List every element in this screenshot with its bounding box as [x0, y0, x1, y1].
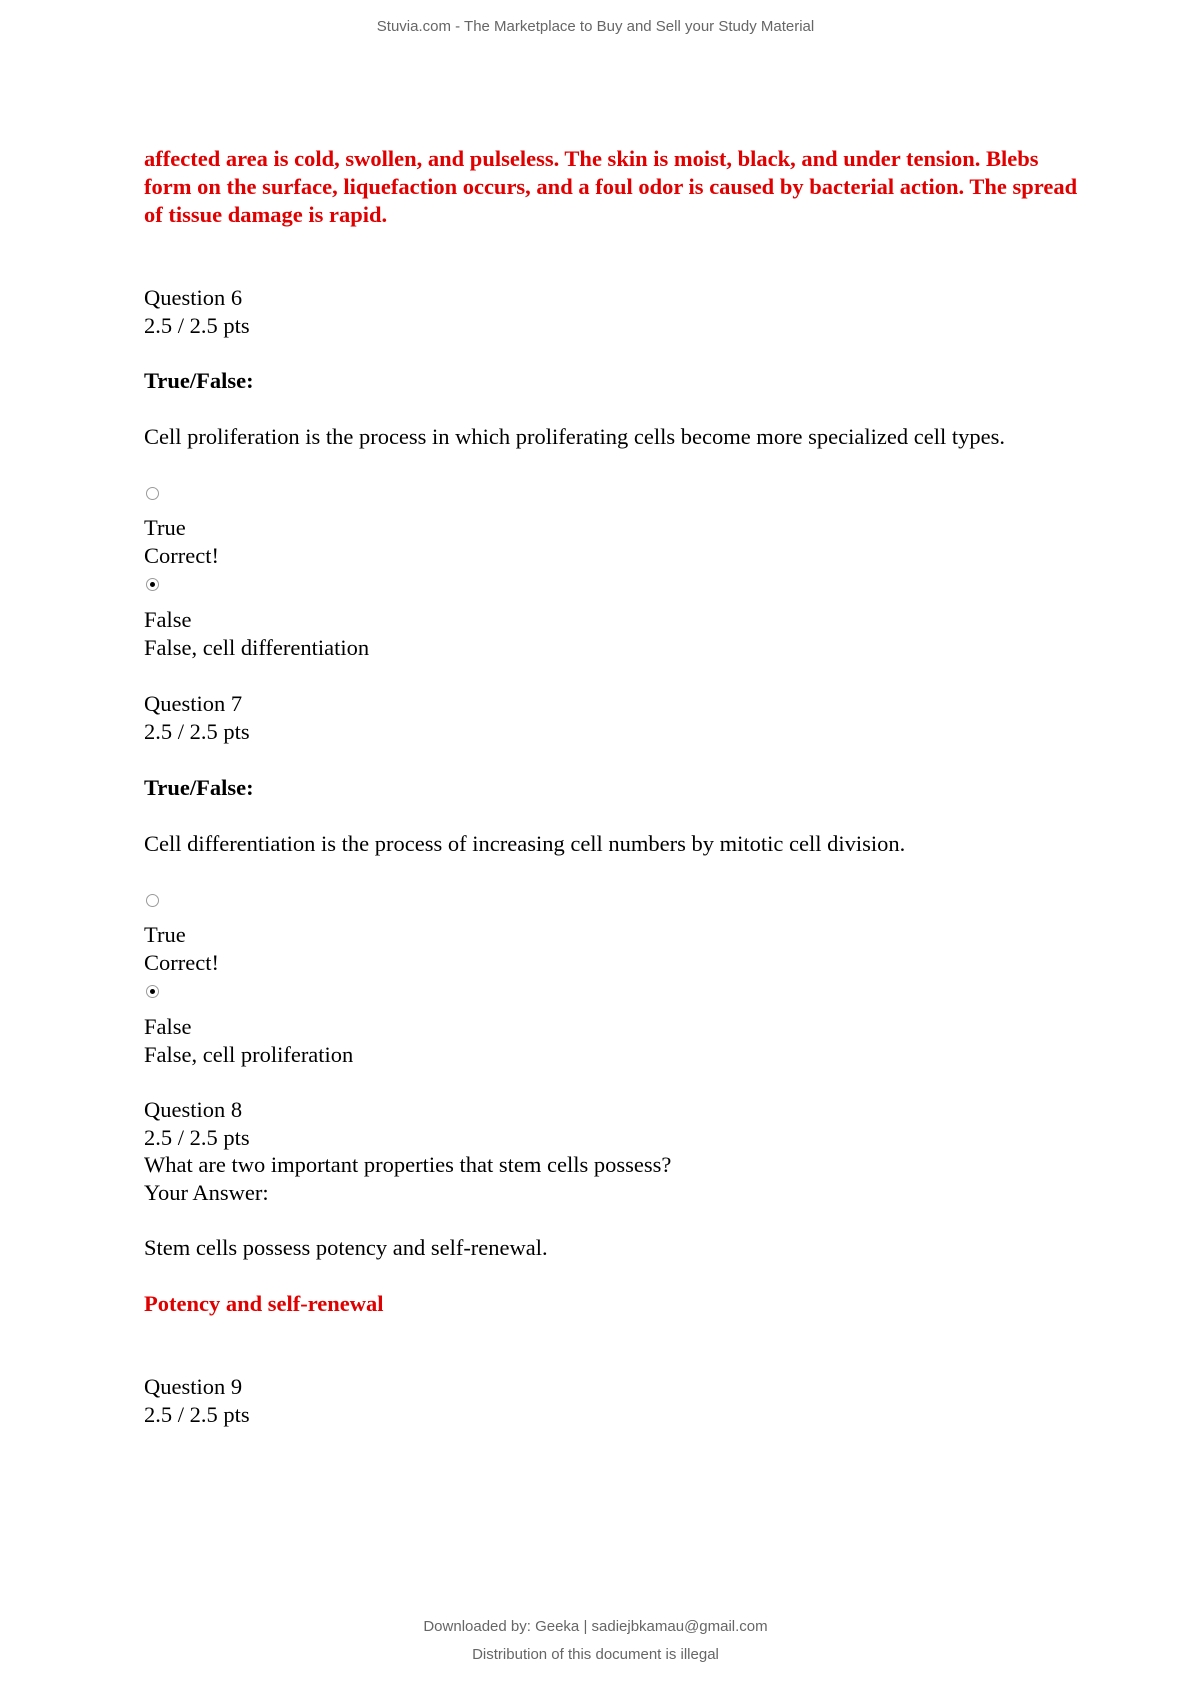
download-info: Downloaded by: Geeka | sadiejbkamau@gmail.com — [423, 1618, 768, 1635]
q6-option-true: True — [144, 515, 186, 540]
question-8-prompt: What are two important properties that stem cells possess? — [144, 1152, 672, 1177]
q6-feedback: False, cell differentiation — [144, 635, 370, 660]
q7-feedback: False, cell proliferation — [144, 1042, 354, 1067]
question-8-key-answer: Potency and self-renewal — [144, 1291, 384, 1316]
q6-radio-false[interactable] — [146, 578, 159, 591]
question-6-type: True/False: — [144, 368, 254, 393]
question-9-title: Question 9 — [144, 1374, 243, 1399]
q7-option-false: False — [144, 1014, 192, 1039]
question-8-points: 2.5 / 2.5 pts — [144, 1125, 250, 1150]
q6-radio-true[interactable] — [146, 487, 159, 500]
question-7-prompt: Cell differentiation is the process of increasing cell numbers by mitotic cell division. — [144, 831, 906, 856]
question-7-title: Question 7 — [144, 691, 243, 716]
q6-option-false: False — [144, 607, 192, 632]
question-8-answer: Stem cells possess potency and self-renewal. — [144, 1235, 548, 1260]
answer-explanation: affected area is cold, swollen, and pulseless. The skin is moist, black, and under tension. Blebs form on the surface, liquefaction occurs, and a foul odor is caused by bacterial action. The spread of tissue damage is rapid. — [144, 146, 1078, 227]
question-7-type: True/False: — [144, 775, 254, 800]
question-9-points: 2.5 / 2.5 pts — [144, 1402, 250, 1427]
q7-correct-label: Correct! — [144, 950, 219, 975]
page-header: Stuvia.com - The Marketplace to Buy and Sell your Study Material — [376, 18, 815, 35]
q7-radio-true[interactable] — [146, 894, 159, 907]
q7-radio-false[interactable] — [146, 985, 159, 998]
distribution-notice: Distribution of this document is illegal — [472, 1646, 719, 1663]
question-6-title: Question 6 — [144, 285, 243, 310]
q6-correct-label: Correct! — [144, 543, 219, 568]
your-answer-label: Your Answer: — [144, 1180, 269, 1205]
question-7-points: 2.5 / 2.5 pts — [144, 719, 250, 744]
question-8-title: Question 8 — [144, 1097, 243, 1122]
question-6-prompt: Cell proliferation is the process in which proliferating cells become more specialized cell types. — [144, 424, 1005, 449]
question-6-points: 2.5 / 2.5 pts — [144, 313, 250, 338]
q7-option-true: True — [144, 922, 186, 947]
